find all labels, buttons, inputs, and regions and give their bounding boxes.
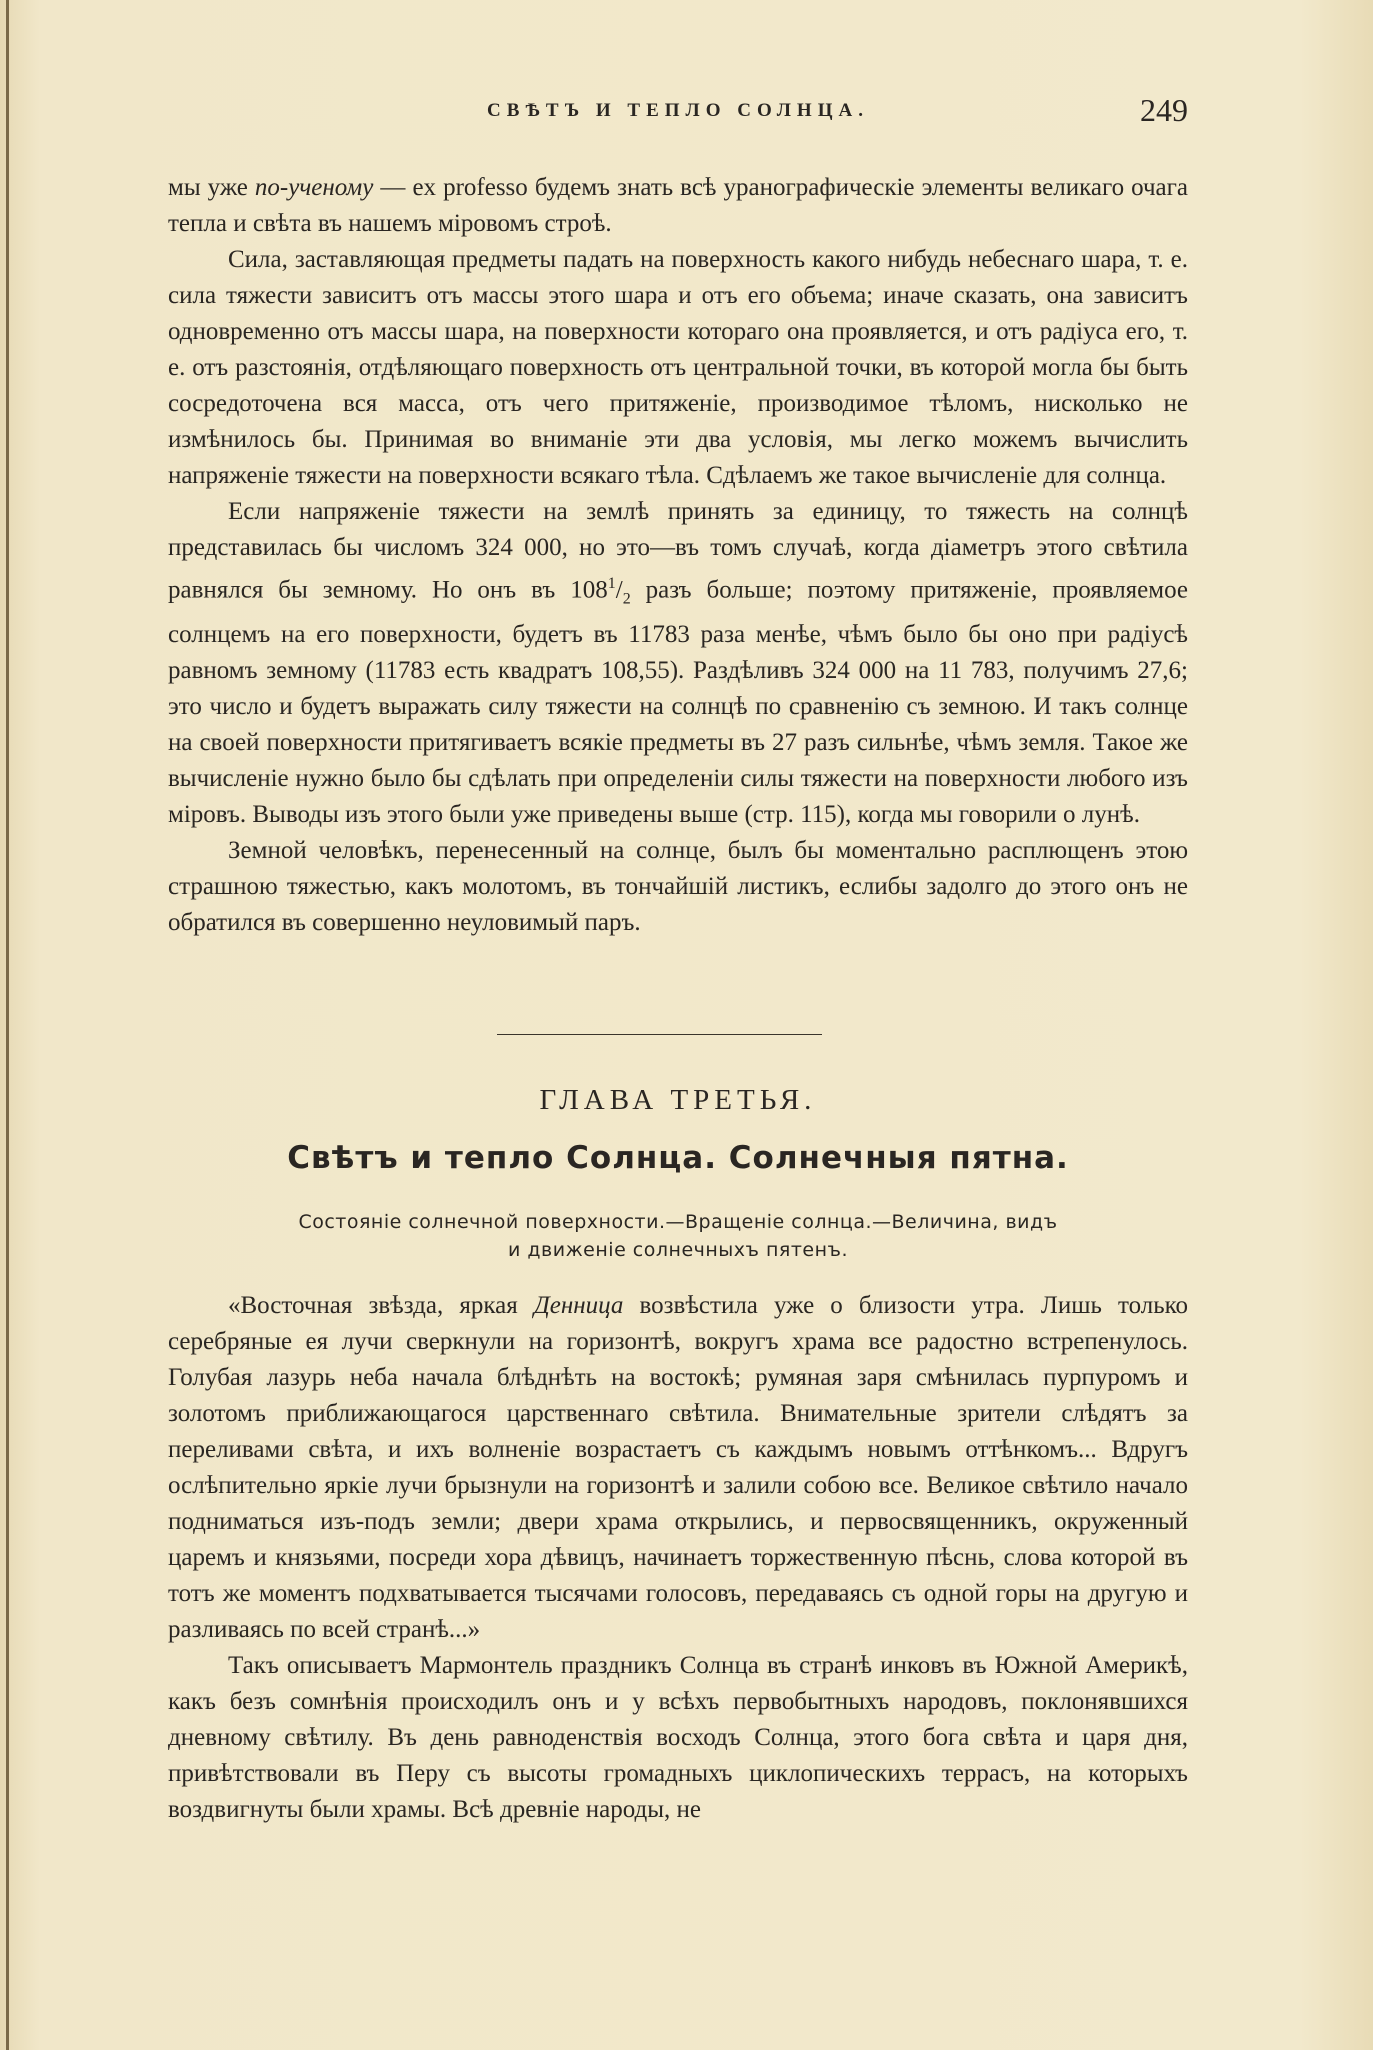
paragraph-text: возвѣстила уже о близости утра. Лишь только серебряные ея лучи сверкнули на горизонтѣ, вокругъ храма все радостно встрепенулось. Голубая лазурь неба начала блѣднѣть на востокѣ; румяная заря смѣнилась пурпуромъ и золотомъ приближающагося царственнаго свѣтила. Внимательные зрители слѣдятъ за переливами свѣта, и ихъ волненіе возрастаетъ съ каждымъ новымъ оттѣнкомъ... Вдругъ ослѣпительно яркіе лучи брызнули на горизонтѣ и залили собою все. Великое свѣтило начало подниматься изъ-подъ земли; двери храма открылись, и первосвященникъ, окруженный царемъ и князьями, посреди хора дѣвицъ, начинаетъ торжественную пѣснь, слова которой въ тотъ же моментъ подхватывается тысячами голосовъ, передаваясь съ одной горы на другую и разливаясь по всей странѣ...» xyxy=(168,1292,1189,1643)
chapter-summary-line: Состояніе солнечной поверхности.—Вращеніе солнца.—Величина, видъ xyxy=(298,1211,1058,1233)
paragraph xyxy=(168,1288,1188,1648)
paragraph-text: Сила, заставляющая предметы падать на поверхность какого нибудь небеснаго шара, т. е. сила тяжести зависитъ отъ массы этого шара и отъ его объема; иначе сказать, она зависитъ одновременно отъ массы шара, на поверхности котораго она проявляется, и отъ радіуса его, т. е. отъ разстоянія, отдѣляющаго поверхность отъ центральной точки, въ которой могла бы быть сосредоточена вся масса, отъ чего притяженіе, производимое тѣломъ, нисколько не измѣнилось бы. Принимая во вниманіе эти два условія, мы легко можемъ вычислить напряженіе тяжести на поверхности всякаго тѣла. Сдѣлаемъ же такое вычисленіе для солнца. xyxy=(168,246,1188,489)
paragraph xyxy=(168,494,1188,833)
paragraph-text: Если напряженіе тяжести на землѣ принять за единицу, то тяжесть на солнцѣ представилась бы числомъ 324 000, но это—въ томъ случаѣ, когда діаметръ этого свѣтила равнялся бы земному. Но онъ въ 108 xyxy=(168,498,1188,604)
paragraph-text: Такъ описываетъ Мармонтель праздникъ Солнца въ странѣ инковъ въ Южной Америкѣ, какъ безъ сомнѣнія происходилъ онъ и у всѣхъ первобытныхъ народовъ, поклонявшихся дневному свѣтилу. Въ день равноденствія восходъ Солнца, этого бога свѣта и царя дня, привѣтствовали въ Перу съ высоты громадныхъ циклопическихъ террасъ, на которыхъ воздвигнуты были храмы. Всѣ древніе народы, не xyxy=(168,1652,1188,1823)
section-divider xyxy=(497,1034,822,1035)
page-number: 249 xyxy=(1140,92,1188,128)
paragraph-text: / xyxy=(615,576,623,604)
chapter-summary xyxy=(168,1208,1188,1264)
paragraph-text: Земной человѣкъ, перенесенный на солнце, былъ бы моментально расплющенъ этою страшною тяжестью, какъ молотомъ, въ тончайшій листикъ, еслибы задолго до этого онъ не обратился въ совершенно неуловимый паръ. xyxy=(168,837,1188,937)
paragraph-text: 2 xyxy=(622,590,631,608)
paragraph xyxy=(168,1648,1188,1828)
chapter-title: Свѣтъ и тепло Солнца. Солнечныя пятна. xyxy=(287,1140,1069,1176)
paragraph xyxy=(168,170,1188,242)
paragraph-text: 1 xyxy=(607,575,616,592)
paragraph-text: разъ больше; поэтому притяженіе, проявляемое солнцемъ на его поверхности, будетъ въ 11783 раза менѣе, чѣмъ было бы оно при радіусѣ равномъ земному (11783 есть квадратъ 108,55). Раздѣливъ 324 000 на 11 783, получимъ 27,6; это число и будетъ выражать силу тяжести на солнцѣ по сравненію съ земною. И такъ солнце на своей поверхности притягиваетъ всякіе предметы въ 27 разъ сильнѣе, чѣмъ земля. Такое же вычисленіе нужно было бы сдѣлать при определеніи силы тяжести на поверхности любого изъ міровъ. Выводы изъ этого были уже приведены выше (стр. 115), когда мы говорили о лунѣ. xyxy=(168,576,1188,829)
page-header xyxy=(168,92,1188,140)
text-block-top xyxy=(168,170,1188,941)
paragraph-text: — ex professo будемъ знать всѣ уранографическіе элементы великаго очага тепла и свѣта въ нашемъ міровомъ строѣ. xyxy=(168,174,1188,237)
paragraph xyxy=(168,242,1188,494)
text-block-bottom xyxy=(168,1288,1188,1828)
paragraph xyxy=(168,833,1188,941)
paragraph-text: «Восточная звѣзда, яркая xyxy=(228,1292,534,1319)
running-title: СВѢТЪ И ТЕПЛО СОЛНЦА. xyxy=(487,100,869,121)
chapter-summary-line: и движеніе солнечныхъ пятенъ. xyxy=(508,1239,848,1261)
paragraph-text: мы уже xyxy=(168,174,255,201)
chapter-label: ГЛАВА ТРЕТЬЯ. xyxy=(539,1084,817,1116)
italic-text: Денница xyxy=(533,1292,624,1319)
page-edge xyxy=(6,0,9,2050)
italic-text: по-ученому xyxy=(254,174,374,201)
